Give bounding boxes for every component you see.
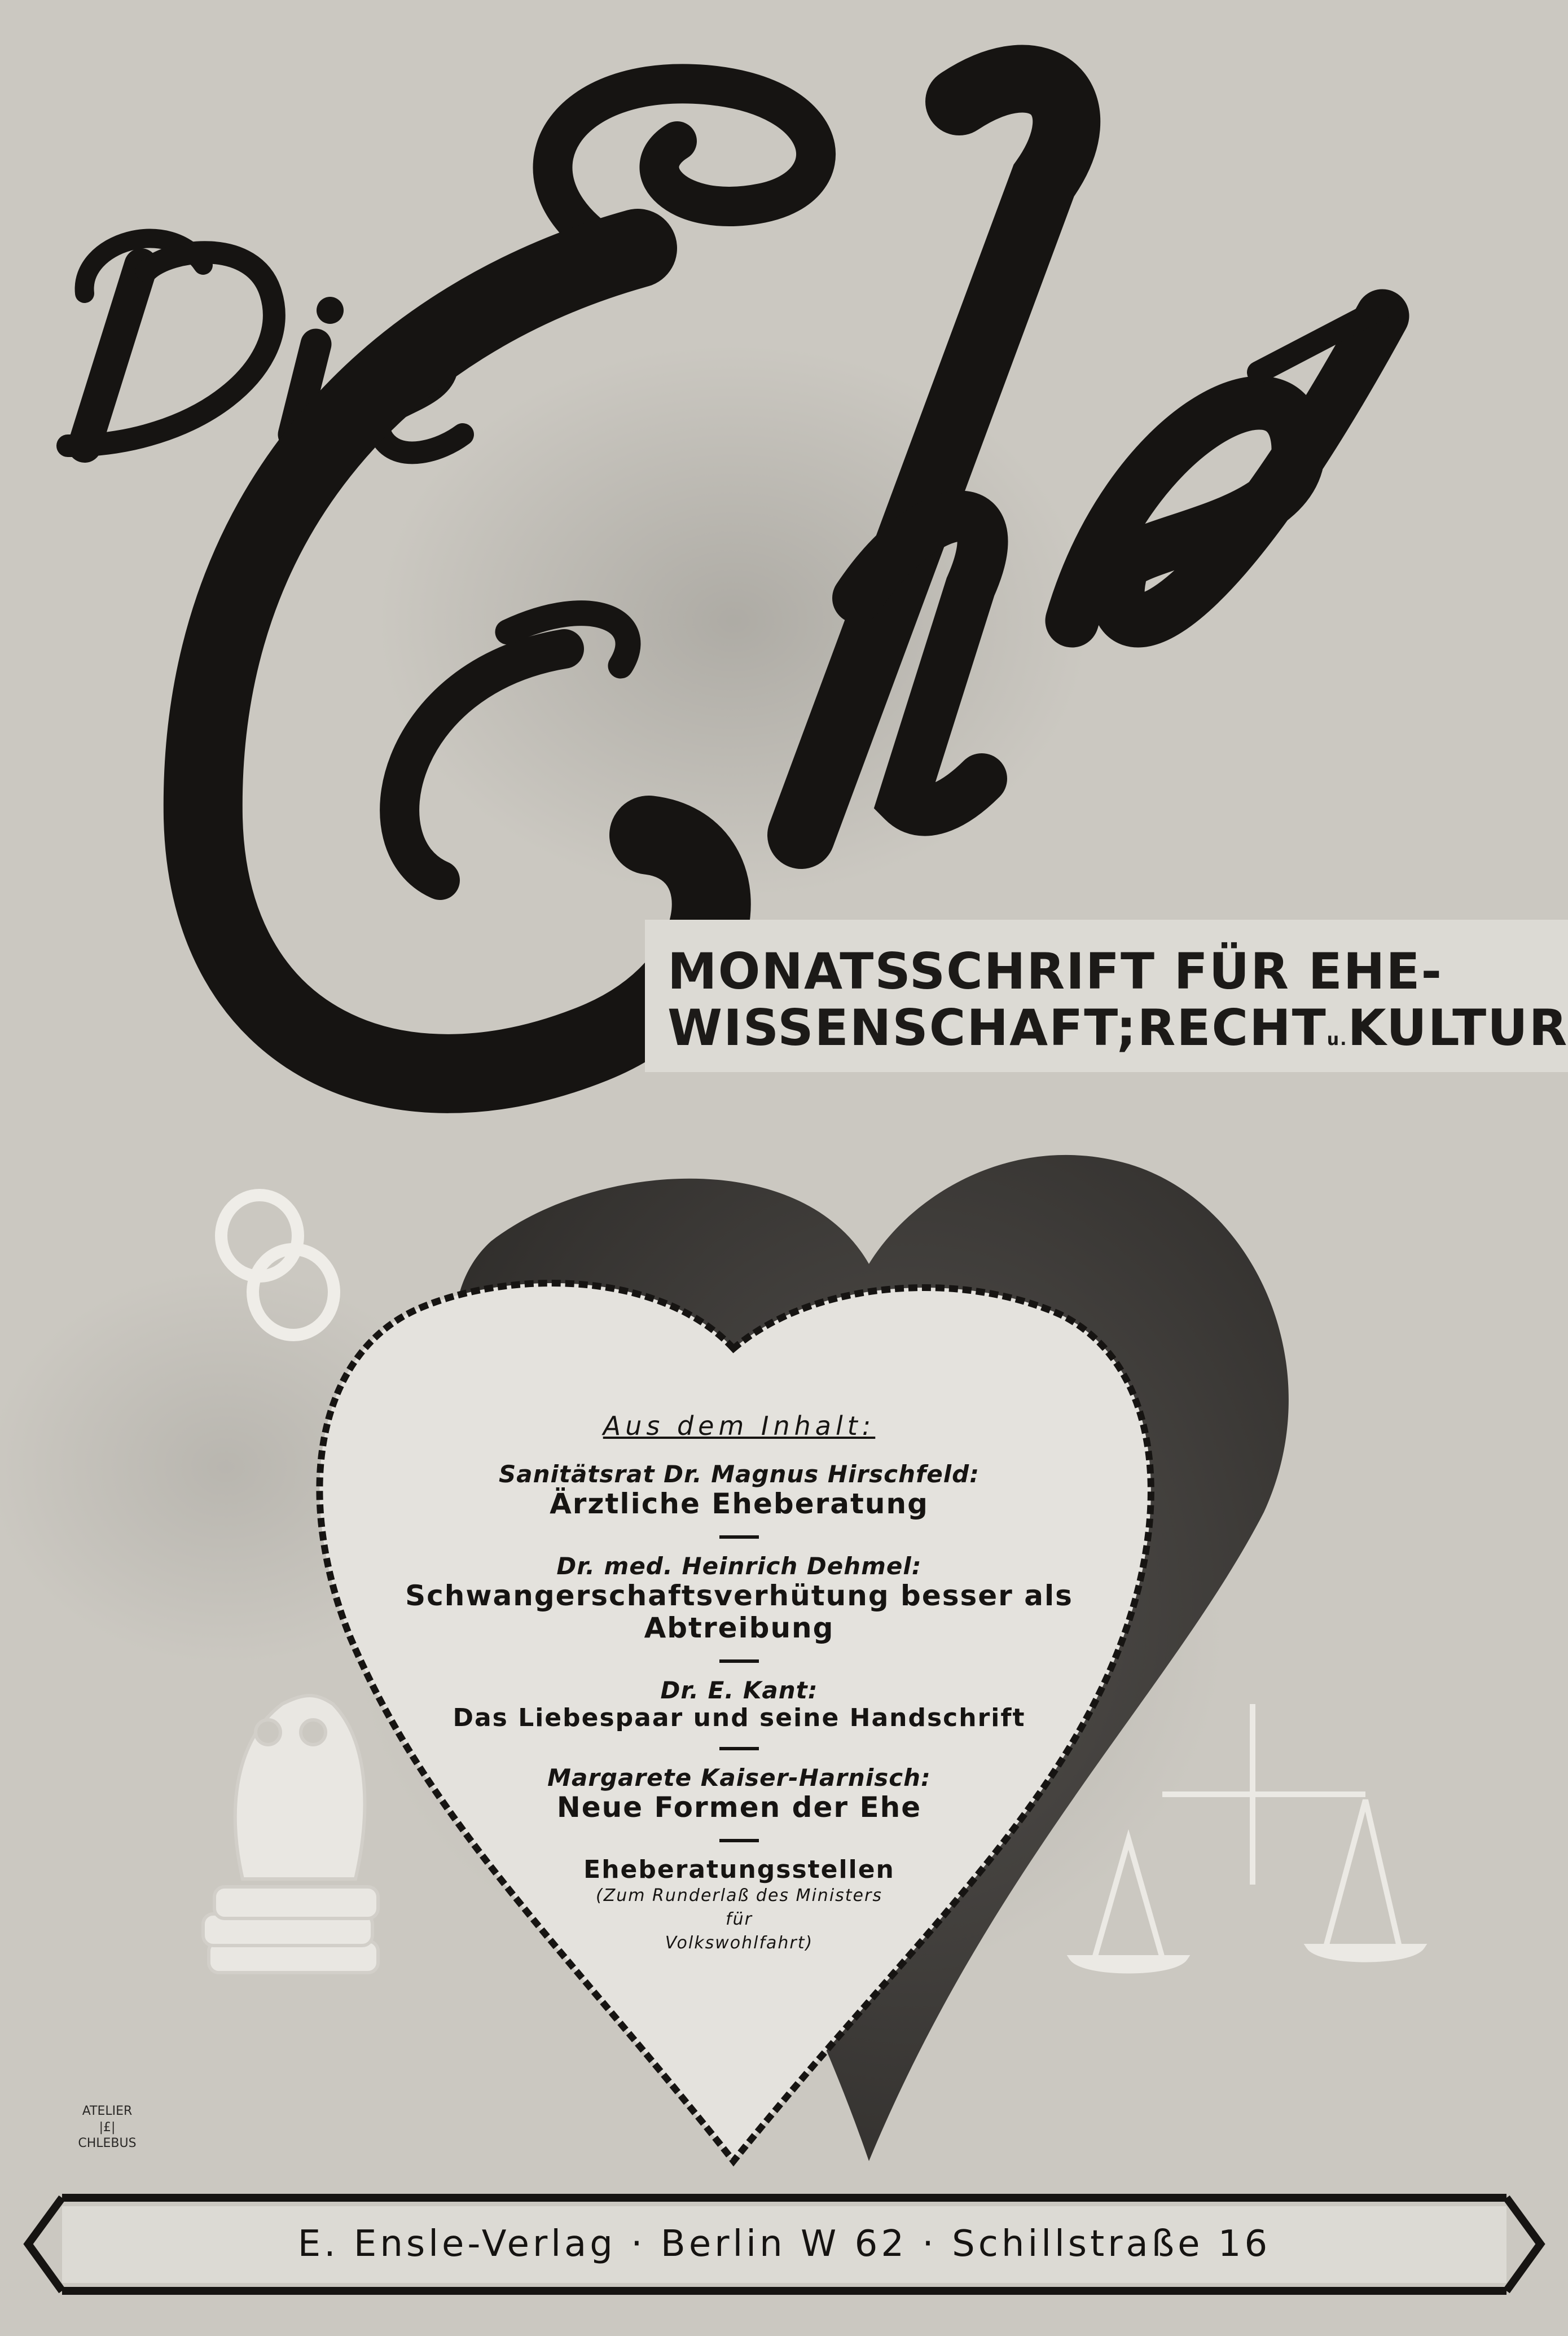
subtitle-line-2a: WISSENSCHAFT;RECHT: [667, 999, 1327, 1057]
article-author: Sanitätsrat Dr. Magnus Hirschfeld:: [499, 1460, 980, 1488]
subtitle-line-2b: KULTUR: [1347, 999, 1568, 1057]
separator-rule: [719, 1659, 759, 1663]
publisher-address: E. Ensle-Verlag · Berlin W 62 · Schillstraße 16: [297, 2223, 1271, 2265]
separator-rule: [719, 1747, 759, 1750]
atelier-line: ATELIER: [82, 2104, 133, 2118]
final-article-title: Eheberatungsstellen: [583, 1855, 895, 1884]
article-note-line: für: [726, 1909, 753, 1930]
article-author: Margarete Kaiser-Harnisch:: [547, 1764, 931, 1792]
subtitle-conjunction: u.: [1327, 1030, 1348, 1050]
wedding-rings-icon: [221, 1195, 334, 1335]
article-note-line: (Zum Runderlaß des Ministers: [596, 1886, 882, 1906]
article-title: Ärztliche Eheberatung: [550, 1487, 929, 1520]
separator-rule: [719, 1535, 759, 1539]
atelier-signature: [56, 2104, 158, 2152]
separator-rule: [719, 1839, 759, 1842]
contents-heading: Aus dem Inhalt:: [603, 1411, 876, 1441]
article-title: Das Liebespaar und seine Handschrift: [453, 1703, 1026, 1732]
article-title: Schwangerschaftsverhütung besser als Abtreibung: [405, 1579, 1073, 1644]
atelier-line: |£|: [99, 2120, 116, 2135]
table-of-contents: [339, 1411, 1140, 1955]
article-author: Dr. med. Heinrich Dehmel:: [556, 1552, 922, 1580]
article-note-line: Volkswohlfahrt): [665, 1933, 814, 1953]
article-title: Neue Formen der Ehe: [556, 1791, 922, 1824]
article-author: Dr. E. Kant:: [660, 1676, 818, 1704]
subtitle-line-1: MONATSSCHRIFT FÜR EHE-: [667, 942, 1443, 1000]
atelier-line: CHLEBUS: [78, 2136, 137, 2151]
